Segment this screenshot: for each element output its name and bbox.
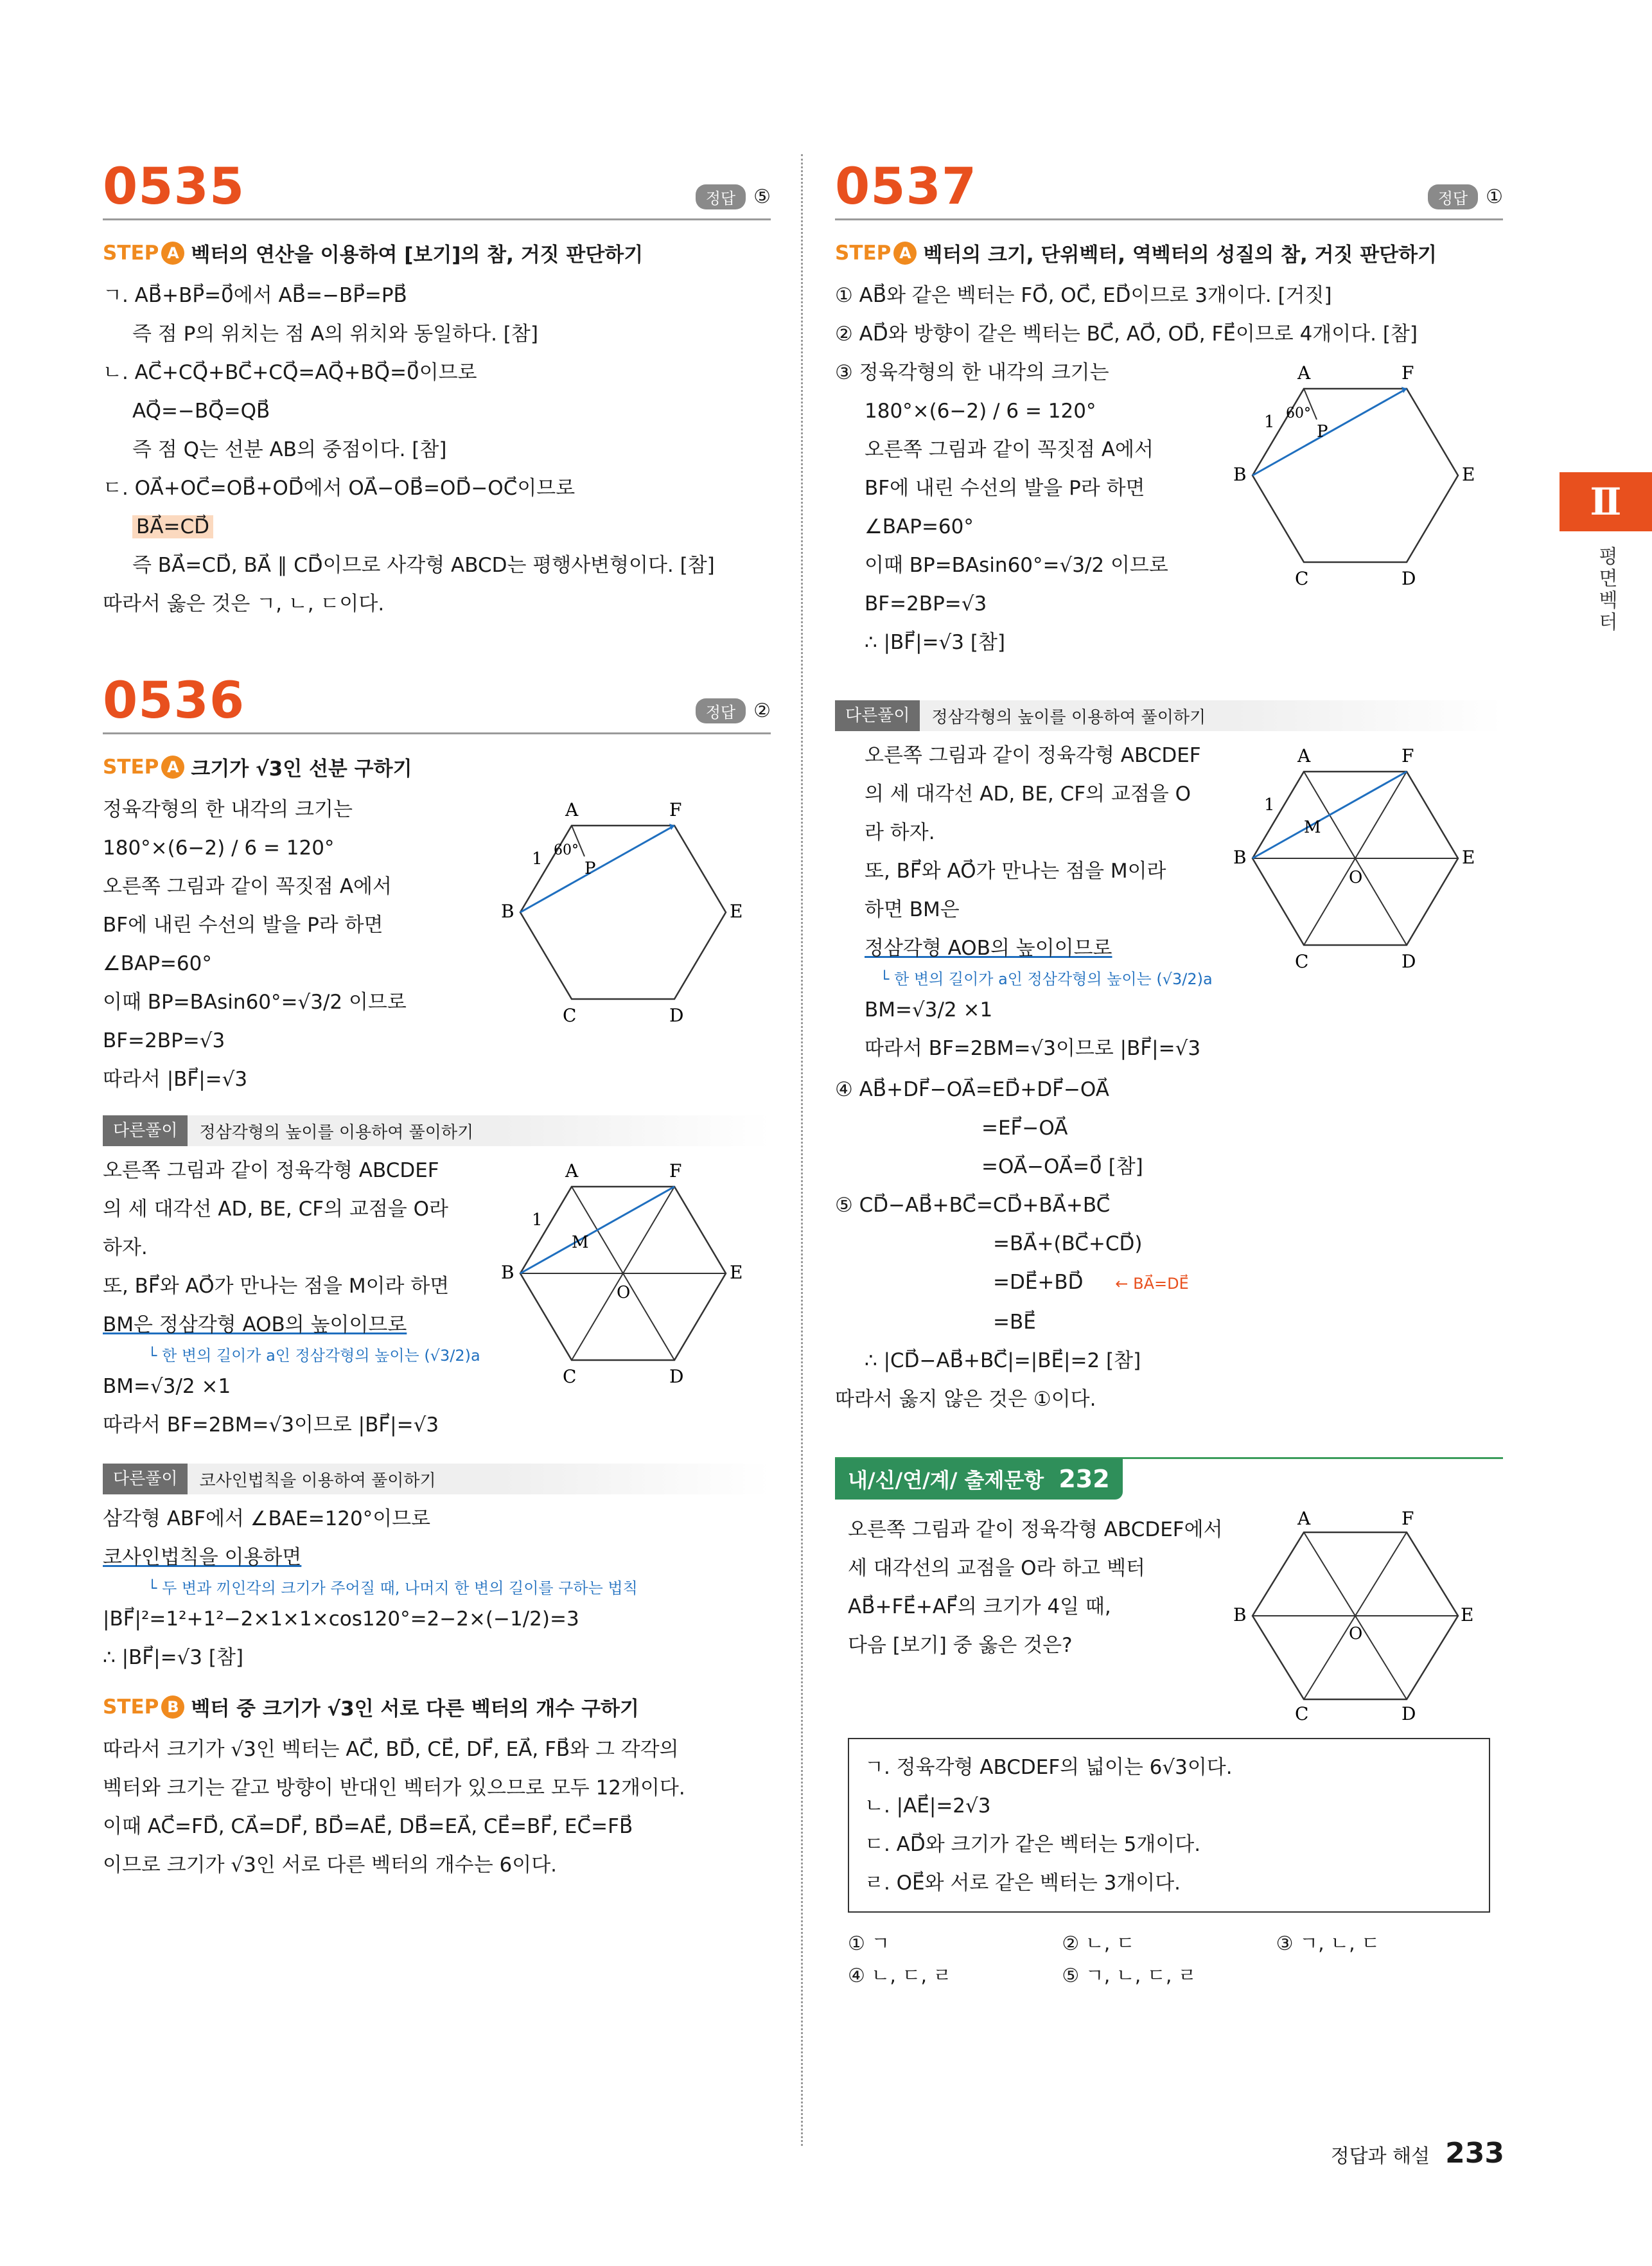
vertex-label: D: [669, 1005, 684, 1026]
vertex-label: D: [1402, 951, 1416, 972]
solution-line: 즉 BA⃗=CD⃗, BA⃗ ∥ CD⃗이므로 사각형 ABCD는 평행사변형이다. [참]: [132, 554, 715, 577]
vertex-label: E: [1461, 1604, 1474, 1625]
problem-number: 0535: [103, 158, 245, 216]
solution-line: ㄱ. AB⃗+BP⃗=0⃗에서 AB⃗=−BP⃗=PB⃗: [103, 284, 407, 307]
bogi-item: ㄴ. |AE⃗|=2√3: [865, 1794, 991, 1818]
vertex-label: F: [669, 1160, 682, 1182]
alt-solution-tag: 다른풀이: [103, 1464, 188, 1494]
vertex-label: E: [730, 1262, 743, 1283]
side-note: ← BA⃗=DE⃗: [1115, 1275, 1189, 1293]
solution-line: 벡터와 크기는 같고 방향이 반대인 벡터가 있으므로 모두 12개이다.: [103, 1776, 685, 1800]
problem-0536-header: [103, 662, 771, 734]
answer: [696, 698, 771, 723]
side-length-label: 1: [1264, 795, 1275, 815]
solution-line: 정육각형의 한 내각의 크기는: [103, 798, 353, 821]
step-a-heading: [103, 238, 771, 267]
solution-line: BM은 정삼각형 AOB의 높이이므로: [103, 1313, 407, 1336]
solution-line: =BA⃗+(BC⃗+CD⃗): [993, 1232, 1143, 1255]
solution-line: 또, BF⃗와 AO⃗가 만나는 점을 M이라: [865, 860, 1166, 883]
solution-line: ⑤ CD⃗−AB⃗+BC⃗=CD⃗+BA⃗+BC⃗: [835, 1194, 1111, 1217]
step-tag: STEP B: [103, 1695, 184, 1719]
solution-line: 따라서 BF=2BM=√3이므로 |BF⃗|=√3: [103, 1413, 439, 1437]
solution-line: 라 하자.: [865, 821, 935, 844]
vertex-label: C: [563, 1366, 577, 1387]
vertex-label: C: [563, 1005, 577, 1026]
vertex-label: D: [1402, 568, 1416, 589]
solution-line: ㄴ. AC⃗+CQ⃗+BC⃗+CQ⃗=AQ⃗+BQ⃗=0⃗이므로: [103, 361, 477, 384]
question-line: AB⃗+FE⃗+AF⃗의 크기가 4일 때,: [848, 1595, 1111, 1618]
answer-value: ①: [1486, 186, 1503, 208]
answer: [1428, 184, 1503, 209]
angle-label: 60°: [554, 842, 579, 858]
solution-line: BF에 내린 수선의 발을 P라 하면: [865, 477, 1145, 500]
solution-line: ㄷ. OA⃗+OC⃗=OB⃗+OD⃗에서 OA⃗−OB⃗=OD⃗−OC⃗이므로: [103, 477, 576, 500]
solution-line: 따라서 옳은 것은 ㄱ, ㄴ, ㄷ이다.: [103, 592, 385, 615]
solution-line: 오른쪽 그림과 같이 꼭짓점 A에서: [103, 875, 392, 898]
block-with-figure: [103, 1151, 771, 1447]
vertex-label: A: [1297, 362, 1311, 384]
exam-tag: 내/신/연/계/ 출제문항 232: [835, 1458, 1123, 1500]
answer-choices: [848, 1928, 1490, 1992]
block-with-figure: [835, 353, 1503, 700]
solution-line: 180°×(6−2) / 6 = 120°: [103, 836, 335, 860]
solution-line: 이때 BP=BAsin60°=√3/2 이므로: [103, 991, 407, 1014]
solution-line: ∴ |BF⃗|=√3 [참]: [865, 631, 1006, 654]
column-divider: [801, 154, 803, 2146]
alt-solution-tag: 다른풀이: [103, 1115, 188, 1146]
vertex-label: F: [1402, 362, 1414, 384]
footer-label: 정답과 해설: [1330, 2145, 1430, 2168]
alt-solution-title: 정삼각형의 높이를 이용하여 풀이하기: [199, 1122, 474, 1142]
vertex-label: B: [1233, 464, 1247, 485]
vertex-label: A: [565, 799, 579, 820]
center-label: O: [1349, 1624, 1363, 1643]
hexagon-figure-diagonals: [501, 1151, 745, 1389]
angle-label: 60°: [1286, 405, 1311, 421]
solution-line: ∴ |BF⃗|=√3 [참]: [103, 1646, 244, 1669]
solution-line: ∠BAP=60°: [103, 952, 212, 975]
vertex-label: E: [730, 901, 743, 922]
alt-solution-tag: 다른풀이: [835, 700, 920, 731]
bogi-item: ㄷ. AD⃗와 크기가 같은 벡터는 5개이다.: [865, 1833, 1201, 1856]
hexagon-figure-perpendicular: [501, 790, 745, 1028]
solution-line: 삼각형 ABF에서 ∠BAE=120°이므로: [103, 1507, 431, 1530]
annotation-note: └ 한 변의 길이가 a인 정삼각형의 높이는 (√3/2)a: [148, 1347, 480, 1365]
choice-5[interactable]: ⑤ ㄱ, ㄴ, ㄷ, ㄹ: [1062, 1965, 1197, 1987]
choice-4[interactable]: ④ ㄴ, ㄷ, ㄹ: [848, 1965, 952, 1987]
block-with-figure: [103, 790, 771, 1099]
solution-line: 따라서 BF=2BM=√3이므로 |BF⃗|=√3: [865, 1037, 1201, 1060]
center-label: O: [1349, 868, 1363, 887]
left-column: [103, 148, 771, 1884]
solution-line: ② AD⃗와 방향이 같은 벡터는 BC⃗, AO⃗, OD⃗, FE⃗이므로 4개이다. [참]: [835, 323, 1418, 346]
vertex-label: C: [1295, 1703, 1309, 1724]
solution-line: 따라서 |BF⃗|=√3: [103, 1068, 248, 1091]
solution-line: BF=2BP=√3: [103, 1029, 225, 1052]
side-length-label: 1: [532, 1210, 543, 1230]
step-tag: STEP A: [835, 242, 917, 265]
answer-value: ⑤: [753, 186, 771, 208]
exam-question-block: [835, 1500, 1503, 1724]
solution-line: =OA⃗−OA⃗=0⃗ [참]: [981, 1155, 1143, 1178]
step-tag: STEP A: [103, 756, 184, 779]
solution-line: 이때 AC⃗=FD⃗, CA⃗=DF⃗, BD⃗=AE⃗, DB⃗=EA⃗, CE⃗=BF⃗, EC⃗=FB⃗: [103, 1815, 633, 1838]
solution-line: [103, 508, 771, 546]
question-line: 오른쪽 그림과 같이 정육각형 ABCDEF에서: [848, 1518, 1223, 1541]
bogi-box: [848, 1738, 1490, 1913]
solution-line: 하면 BM은: [865, 898, 960, 921]
solution-line: 오른쪽 그림과 같이 정육각형 ABCDEF: [103, 1159, 439, 1182]
step-a-heading: [103, 752, 771, 781]
solution-line: 정삼각형 AOB의 높이이므로: [865, 937, 1112, 960]
alt-solution-title: 코사인법칙을 이용하여 풀이하기: [199, 1471, 436, 1491]
bogi-item: ㄱ. 정육각형 ABCDEF의 넓이는 6√3이다.: [865, 1756, 1233, 1779]
solution-line: 하자.: [103, 1236, 148, 1259]
vertex-label: E: [1462, 464, 1475, 485]
hexagon-figure-diagonals: [1233, 736, 1477, 974]
annotation-note: └ 한 변의 길이가 a인 정삼각형의 높이는 (√3/2)a: [880, 970, 1213, 988]
solution-line: 180°×(6−2) / 6 = 120°: [865, 400, 1096, 423]
solution-line: 즉 점 Q는 선분 AB의 중점이다. [참]: [132, 438, 447, 461]
step-title: 벡터의 연산을 이용하여 [보기]의 참, 거짓 판단하기: [191, 243, 644, 267]
solution-line: =EF⃗−OA⃗: [981, 1117, 1068, 1140]
vertex-label: B: [501, 1262, 514, 1283]
solution-line: 이므로 크기가 √3인 서로 다른 벡터의 개수는 6이다.: [103, 1854, 558, 1877]
point-label: M: [1304, 818, 1321, 837]
right-column: [835, 148, 1503, 1992]
point-label: M: [572, 1233, 589, 1252]
problem-0537-header: [835, 148, 1503, 220]
solution-line: ∴ |CD⃗−AB⃗+BC⃗|=|BE⃗|=2 [참]: [865, 1349, 1141, 1372]
answer-badge: 정답: [696, 698, 746, 723]
hexagon-figure-perpendicular: [1233, 353, 1477, 591]
vertex-label: D: [1402, 1703, 1416, 1724]
answer-value: ②: [753, 700, 771, 722]
vertex-label: F: [669, 799, 682, 820]
problem-number: 0536: [103, 672, 245, 730]
solution-line: 이때 BP=BAsin60°=√3/2 이므로: [865, 554, 1168, 577]
problem-0535-header: [103, 148, 771, 220]
solution-line: |BF⃗|²=1²+1²−2×1×1×cos120°=2−2×(−1/2)=3: [103, 1607, 579, 1631]
choice-3[interactable]: ③ ㄱ, ㄴ, ㄷ: [1276, 1933, 1380, 1955]
question-line: 세 대각선의 교점을 O라 하고 벡터: [848, 1557, 1145, 1580]
point-label: P: [584, 859, 596, 878]
solution-line: 따라서 옳지 않은 것은 ①이다.: [835, 1388, 1096, 1411]
solution-line: 의 세 대각선 AD, BE, CF의 교점을 O라: [103, 1198, 448, 1221]
point-label: P: [1317, 422, 1328, 441]
solution-line: ③ 정육각형의 한 내각의 크기는: [835, 361, 1109, 384]
step-title: 크기가 √3인 선분 구하기: [191, 757, 412, 781]
vertex-label: B: [501, 901, 514, 922]
bogi-item: ㄹ. OE⃗와 서로 같은 벡터는 3개이다.: [865, 1872, 1181, 1895]
vertex-label: B: [1233, 1604, 1247, 1625]
page-number: 233: [1445, 2137, 1504, 2170]
solution-line: 코사인법칙을 이용하면: [103, 1546, 302, 1569]
solution-line: =DE⃗+BD⃗ ← BA⃗=DE⃗: [993, 1271, 1189, 1294]
vertex-label: F: [1402, 1508, 1414, 1529]
annotation-note: └ 두 변과 끼인각의 크기가 주어질 때, 나머지 한 변의 길이를 구하는 법칙: [148, 1579, 638, 1597]
step-b-heading: [103, 1692, 771, 1721]
solution-line: BF=2BP=√3: [865, 592, 987, 615]
solution-line: 오른쪽 그림과 같이 정육각형 ABCDEF: [865, 744, 1201, 767]
solution-line: BM=√3/2 ×1: [865, 998, 993, 1022]
step-a-heading: [835, 238, 1503, 267]
alt-solution-bar: [103, 1115, 771, 1146]
vertex-label: B: [1233, 847, 1247, 868]
vertex-label: C: [1295, 568, 1309, 589]
vertex-label: D: [669, 1366, 684, 1387]
vertex-label: E: [1462, 847, 1475, 868]
vertex-label: C: [1295, 951, 1309, 972]
solution-line: 오른쪽 그림과 같이 꼭짓점 A에서: [865, 438, 1154, 461]
step-title: 벡터 중 크기가 √3인 서로 다른 벡터의 개수 구하기: [191, 1697, 639, 1721]
vertex-label: F: [1402, 745, 1414, 766]
answer-badge: 정답: [696, 184, 746, 209]
vertex-label: A: [565, 1160, 579, 1182]
problem-number: 0537: [835, 158, 978, 216]
side-length-label: 1: [532, 849, 543, 869]
page-footer: [1331, 2137, 1504, 2170]
solution-line: AQ⃗=−BQ⃗=QB⃗: [132, 400, 270, 423]
solution-line: 즉 점 P의 위치는 점 A의 위치와 동일하다. [참]: [132, 323, 538, 346]
answer: [696, 184, 771, 209]
vertex-label: A: [1297, 745, 1311, 766]
alt-solution-bar: [835, 700, 1503, 731]
solution-line: ④ AB⃗+DF⃗−OA⃗=ED⃗+DF⃗−OA⃗: [835, 1078, 1109, 1101]
solution-line: 따라서 크기가 √3인 벡터는 AC⃗, BD⃗, CE⃗, DF⃗, EA⃗, FB⃗와 그 각각의: [103, 1738, 679, 1761]
solution-line: ∠BAP=60°: [865, 515, 974, 538]
alt-solution-bar: [103, 1464, 771, 1494]
alt-solution-title: 정삼각형의 높이를 이용하여 풀이하기: [931, 707, 1206, 727]
exam-problem-bar: [835, 1457, 1503, 1500]
solution-line: 또, BF⃗와 AO⃗가 만나는 점을 M이라 하면: [103, 1275, 450, 1298]
highlighted-expression: BA⃗=CD⃗: [132, 515, 213, 538]
chapter-tab: Ⅱ: [1560, 472, 1652, 531]
side-length-label: 1: [1264, 412, 1275, 432]
chapter-label: 평면벡터: [1595, 546, 1617, 633]
question-line: 다음 [보기] 중 옳은 것은?: [848, 1634, 1073, 1657]
solution-line: ① AB⃗와 같은 벡터는 FO⃗, OC⃗, ED⃗이므로 3개이다. [거짓]: [835, 284, 1332, 307]
answer-badge: 정답: [1428, 184, 1478, 209]
step-title: 벡터의 크기, 단위벡터, 역벡터의 성질의 참, 거짓 판단하기: [923, 243, 1437, 267]
center-label: O: [617, 1283, 631, 1302]
block-with-figure: [835, 736, 1503, 1070]
choice-1[interactable]: ① ㄱ: [848, 1933, 890, 1955]
step-tag: STEP A: [103, 242, 184, 265]
solution-line: BM=√3/2 ×1: [103, 1375, 231, 1398]
choice-2[interactable]: ② ㄴ, ㄷ: [1062, 1933, 1135, 1955]
solution-line: =BE⃗: [993, 1311, 1036, 1334]
solution-line: BF에 내린 수선의 발을 P라 하면: [103, 914, 383, 937]
solution-line: 의 세 대각선 AD, BE, CF의 교점을 O: [865, 783, 1191, 806]
vertex-label: A: [1297, 1508, 1311, 1529]
hexagon-figure-question: [1233, 1507, 1477, 1725]
